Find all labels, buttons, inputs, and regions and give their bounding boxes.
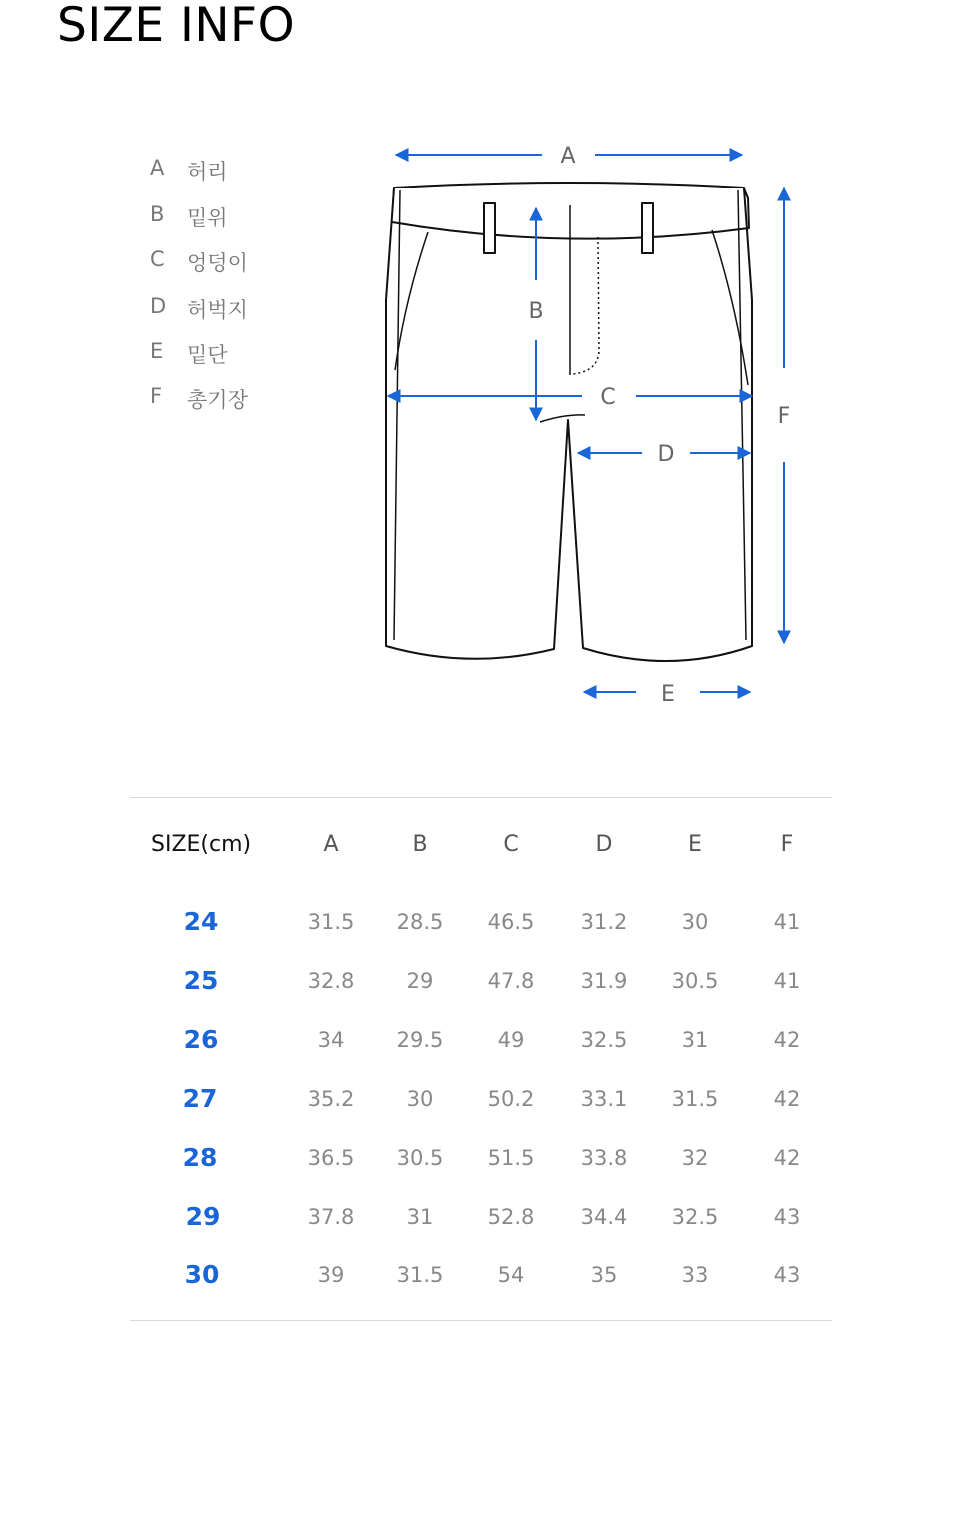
legend-name: 밑단 — [187, 343, 228, 367]
diagram-label-b: B — [528, 299, 544, 324]
diagram-label-c: C — [600, 385, 616, 410]
table-cell: 30 — [681, 910, 709, 934]
table-cell: 32.5 — [671, 1205, 719, 1229]
size-label: 30 — [184, 1260, 220, 1289]
table-cell: 29.5 — [396, 1028, 444, 1052]
table-cell: 33.8 — [580, 1146, 628, 1170]
table-cell: 50.2 — [487, 1087, 535, 1111]
table-cell: 41 — [773, 969, 801, 993]
size-label: 28 — [182, 1143, 218, 1172]
table-cell: 43 — [773, 1205, 801, 1229]
column-header-a: A — [323, 832, 339, 857]
size-column-header: SIZE(cm) — [151, 832, 252, 857]
legend-letter: D — [150, 294, 167, 318]
diagram-label-f: F — [777, 404, 791, 429]
table-cell: 31 — [681, 1028, 709, 1052]
diagram-label-a: A — [560, 144, 576, 169]
shorts-outline — [386, 183, 752, 661]
table-cell: 51.5 — [487, 1146, 535, 1170]
legend-letter: F — [150, 384, 163, 408]
table-cell: 36.5 — [307, 1146, 355, 1170]
column-header-d: D — [595, 832, 613, 857]
table-cell: 30.5 — [671, 969, 719, 993]
diagram-label-e: E — [661, 682, 675, 707]
legend-name: 허벅지 — [187, 298, 248, 322]
legend-name: 허리 — [187, 160, 228, 184]
legend-name: 엉덩이 — [187, 251, 248, 275]
table-cell: 46.5 — [487, 910, 535, 934]
table-cell: 42 — [773, 1146, 801, 1170]
legend-name: 밑위 — [187, 206, 228, 230]
table-cell: 32.8 — [307, 969, 355, 993]
table-cell: 42 — [773, 1087, 801, 1111]
table-cell: 29 — [406, 969, 434, 993]
table-cell: 31.5 — [396, 1263, 444, 1287]
table-cell: 30.5 — [396, 1146, 444, 1170]
column-header-b: B — [412, 832, 428, 857]
table-cell: 31 — [406, 1205, 434, 1229]
table-cell: 39 — [317, 1263, 345, 1287]
legend-letter: C — [150, 247, 165, 271]
table-cell: 33 — [681, 1263, 709, 1287]
table-cell: 30 — [406, 1087, 434, 1111]
size-label: 25 — [183, 966, 219, 995]
table-cell: 31.5 — [671, 1087, 719, 1111]
table-cell: 33.1 — [580, 1087, 628, 1111]
legend-letter: E — [150, 339, 164, 363]
table-cell: 31.5 — [307, 910, 355, 934]
table-cell: 34 — [317, 1028, 345, 1052]
size-label: 24 — [183, 907, 219, 936]
legend-letter: B — [150, 202, 165, 226]
table-cell: 28.5 — [396, 910, 444, 934]
column-header-c: C — [503, 832, 519, 857]
legend-name: 총기장 — [187, 388, 248, 412]
table-cell: 43 — [773, 1263, 801, 1287]
table-top-rule — [130, 797, 832, 798]
table-cell: 54 — [497, 1263, 525, 1287]
table-cell: 32 — [681, 1146, 709, 1170]
legend-letter: A — [150, 156, 165, 180]
table-cell: 32.5 — [580, 1028, 628, 1052]
size-label: 29 — [185, 1202, 221, 1231]
table-cell: 37.8 — [307, 1205, 355, 1229]
table-cell: 31.9 — [580, 969, 628, 993]
shorts-diagram — [0, 0, 960, 760]
page-title: SIZE INFO — [57, 0, 296, 53]
table-cell: 49 — [497, 1028, 525, 1052]
table-cell: 47.8 — [487, 969, 535, 993]
size-label: 26 — [183, 1025, 219, 1054]
table-bottom-rule — [130, 1320, 832, 1321]
size-label: 27 — [182, 1084, 218, 1113]
table-cell: 52.8 — [487, 1205, 535, 1229]
table-cell: 42 — [773, 1028, 801, 1052]
table-cell: 35 — [590, 1263, 618, 1287]
diagram-label-d: D — [657, 442, 675, 467]
table-cell: 31.2 — [580, 910, 628, 934]
table-cell: 35.2 — [307, 1087, 355, 1111]
column-header-e: E — [688, 832, 702, 857]
table-cell: 41 — [773, 910, 801, 934]
column-header-f: F — [780, 832, 794, 857]
table-cell: 34.4 — [580, 1205, 628, 1229]
